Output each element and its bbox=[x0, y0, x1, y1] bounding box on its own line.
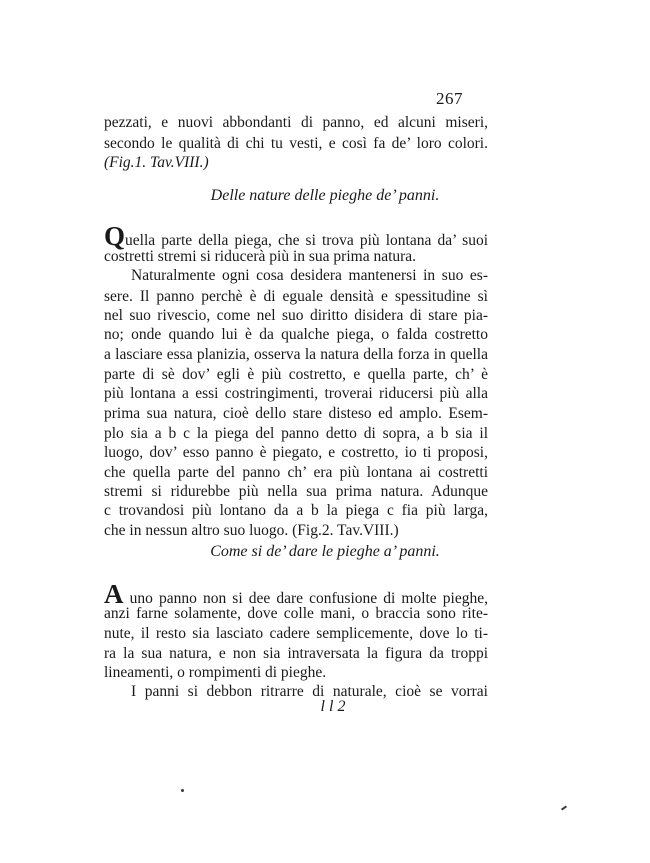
drop-cap: Q bbox=[104, 221, 126, 251]
text-line: costretti stremi si riducerà più in sua prima natura. bbox=[104, 248, 417, 265]
text-line: luogo, dov’ esso panno è piegato, e costretto, io ti proposi, bbox=[104, 444, 488, 461]
text-line: sere. Il panno perchè è di eguale densità e spessitudine sì bbox=[104, 288, 488, 305]
text-line: I panni si debbon ritrarre di naturale, cioè se vorrai bbox=[131, 683, 488, 700]
speck-mark bbox=[561, 805, 567, 810]
text-line: lineamenti, o rompimenti di pieghe. bbox=[104, 664, 327, 681]
text-line: nute, il resto sia lasciato cadere semplicemente, dove lo ti- bbox=[104, 625, 488, 642]
text-line: secondo le qualità di chi tu vesti, e così fa de’ loro colori. bbox=[104, 135, 488, 152]
text-fragment: uella parte della piega, che si trova più lontana da’ suoi bbox=[125, 232, 488, 249]
text-line: più lontana a essi costringimenti, troverai riducersi più alla bbox=[104, 385, 488, 402]
text-line: nel suo rivescio, come nel suo diritto disidera di stare pia- bbox=[104, 307, 488, 324]
text-line: prima sua natura, cioè dello stare disteso ed amplo. Esem- bbox=[104, 405, 488, 422]
text-line: plo sia a b c la piega del panno detto di sopra, a b sia il bbox=[104, 425, 488, 442]
text-line: Naturalmente ogni cosa desidera mantenersi in suo es- bbox=[131, 267, 488, 284]
text-line: ra la sua natura, e non sia intraversata la figura da troppi bbox=[104, 645, 488, 662]
text-line: a lasciare essa planizia, osserva la natura della forza in quella bbox=[104, 346, 488, 363]
text-line: c trovandosi più lontano da a b la piega c fia più larga, bbox=[104, 502, 488, 519]
speck-mark bbox=[181, 789, 184, 792]
text-line: che quella parte del panno ch’ era più lontana ai costretti bbox=[104, 464, 488, 481]
page-number: 267 bbox=[436, 89, 463, 108]
text-line: no; onde quando lui è da qualche piega, o falda costretto bbox=[104, 326, 488, 343]
text-line: parte di sè dov’ egli è più costretto, e quella parte, ch’ è bbox=[104, 366, 488, 383]
text-line: pezzati, e nuovi abbondanti di panno, ed alcuni miseri, bbox=[104, 114, 488, 131]
section-heading: Delle nature delle pieghe de’ panni. bbox=[210, 187, 440, 204]
text-line: che in nessun altro suo luogo. (Fig.2. Tav.VIII.) bbox=[104, 522, 399, 539]
text-line: anzi farne solamente, dove colle mani, o braccia sono rite- bbox=[104, 605, 488, 622]
text-line: stremi si ridurebbe più nella sua prima natura. Adunque bbox=[104, 483, 488, 500]
drop-cap: A bbox=[104, 579, 124, 609]
section-heading: Come si de’ dare le pieghe a’ panni. bbox=[210, 543, 440, 560]
figure-reference: (Fig.1. Tav.VIII.) bbox=[104, 154, 209, 171]
text-fragment: uno panno non si dee dare confusione di molte pieghe, bbox=[123, 590, 488, 607]
signature-mark: l l 2 bbox=[320, 698, 346, 715]
